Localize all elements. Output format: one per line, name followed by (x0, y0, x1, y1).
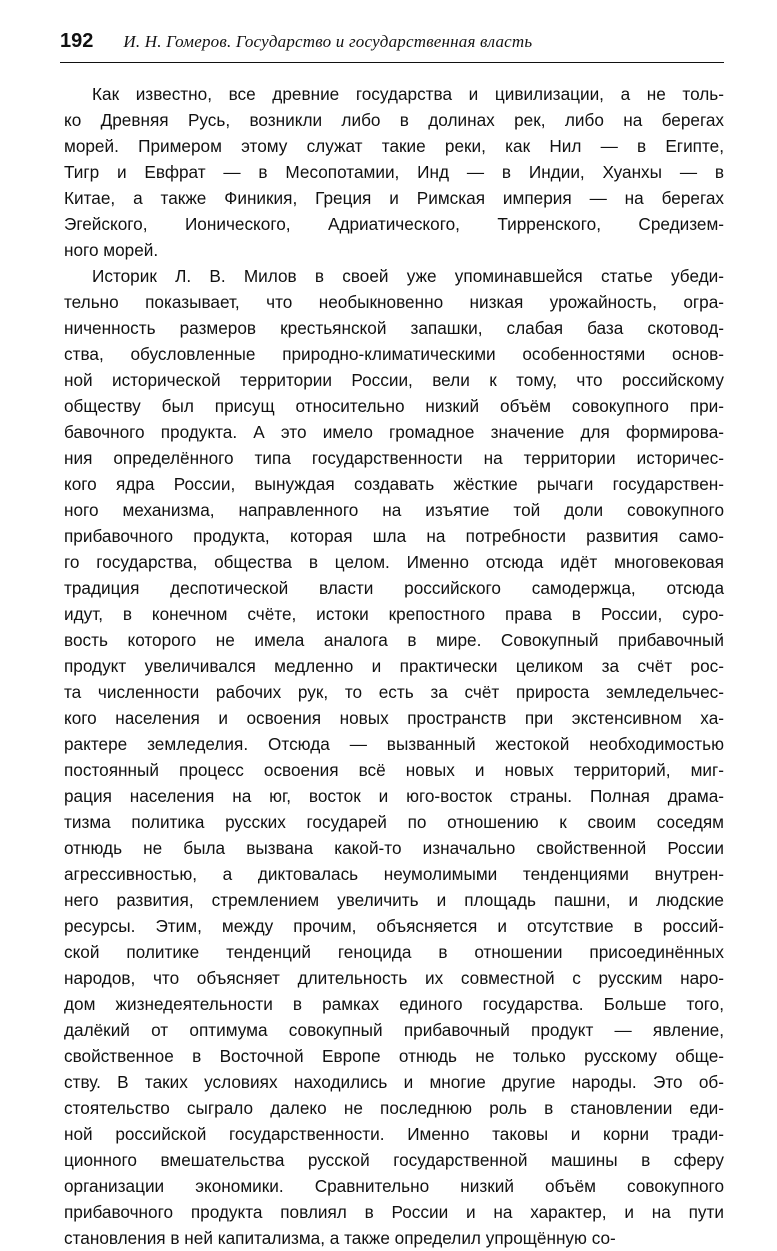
text-line: вость которого не имела аналога в мире. Совокупный прибавочный (64, 630, 724, 650)
text-line: кого ядра России, вынуждая создавать жёсткие рычаги государствен- (64, 474, 724, 494)
running-title: И. Н. Гомеров. Государство и государственная власть (123, 32, 533, 51)
page-number: 192 (60, 30, 94, 52)
text-line: тельно показывает, что необыкновенно низкая урожайность, огра- (64, 292, 724, 312)
text-line: ной исторической территории России, вели к тому, что российскому (64, 370, 724, 390)
text-line: Эгейского, Ионического, Адриатического, Тирренского, Средизем- (64, 214, 724, 234)
text-line: Тигр и Евфрат — в Месопотамии, Инд — в Индии, Хуанхы — в (64, 162, 724, 182)
paragraph (60, 81, 724, 263)
text-line: Как известно, все древние государства и цивилизации, а не толь- (92, 84, 724, 104)
text-line: продукт увеличивался медленно и практически целиком за счёт рос- (64, 656, 724, 676)
text-line: идут, в конечном счёте, истоки крепостного права в России, суро- (64, 604, 724, 624)
text-line: постоянный процесс освоения всё новых и новых территорий, миг- (64, 760, 724, 780)
text-line: ко Древняя Русь, возникли либо в долинах рек, либо на берегах (64, 110, 724, 130)
text-line: стоятельство сыграло далеко не последнюю роль в становлении еди- (64, 1098, 724, 1118)
text-line: прибавочного продукта, которая шла на потребности развития само- (64, 526, 724, 546)
text-line: рация населения на юг, восток и юго-восток страны. Полная драма- (64, 786, 724, 806)
paragraph (60, 263, 724, 1251)
text-line: организации экономики. Сравнительно низкий объём совокупного (64, 1176, 724, 1196)
text-line: та численности рабочих рук, то есть за счёт прироста земледельчес- (64, 682, 724, 702)
text-line: традиция деспотической власти российского самодержца, отсюда (64, 578, 724, 598)
text-line: ного механизма, направленного на изъятие той доли совокупного (64, 500, 724, 520)
text-line: ресурсы. Этим, между прочим, объясняется и отсутствие в россий- (64, 916, 724, 936)
text-line: го государства, общества в целом. Именно отсюда идёт многовековая (64, 552, 724, 572)
text-line: бавочного продукта. А это имело громадное значение для формирова- (64, 422, 724, 442)
text-line: ниченность размеров крестьянской запашки, слабая база скотовод- (64, 318, 724, 338)
text-line: свойственное в Восточной Европе отнюдь не только русскому обще- (64, 1046, 724, 1066)
text-line: ционного вмешательства русской государственной машины в сферу (64, 1150, 724, 1170)
text-line: обществу был присущ относительно низкий объём совокупного при- (64, 396, 724, 416)
text-line: тизма политика русских государей по отношению к своим соседям (64, 812, 724, 832)
text-line: ного морей. (64, 240, 159, 260)
text-line: дом жизнедеятельности в рамках единого государства. Больше того, (64, 994, 724, 1014)
text-line: кого населения и освоения новых пространств при экстенсивном ха- (64, 708, 724, 728)
text-line: ства, обусловленные природно-климатическими особенностями основ- (64, 344, 724, 364)
text-line: ству. В таких условиях находились и многие другие народы. Это об- (64, 1072, 724, 1092)
running-head (60, 30, 724, 63)
text-line: народов, что объясняет длительность их совместной с русским наро- (64, 968, 724, 988)
text-line: Китае, а также Финикия, Греция и Римская империя — на берегах (64, 188, 724, 208)
text-line: отнюдь не была вызвана какой-то изначально свойственной России (64, 838, 724, 858)
text-line: него развития, стремлением увеличить и площадь пашни, и людские (64, 890, 724, 910)
text-line: рактере земледелия. Отсюда — вызванный жестокой необходимостью (64, 734, 724, 754)
text-line: Историк Л. В. Милов в своей уже упоминавшейся статье убеди- (92, 266, 724, 286)
text-line: ской политике тенденций геноцида в отношении присоединённых (64, 942, 724, 962)
text-line: агрессивностью, а диктовалась неумолимыми тенденциями внутрен- (64, 864, 724, 884)
book-page (60, 30, 724, 1248)
text-line: ной российской государственности. Именно таковы и корни тради- (64, 1124, 724, 1144)
text-line: становления в ней капитализма, а также определил упрощённую со- (64, 1228, 616, 1248)
text-line: ния определённого типа государственности на территории историчес- (64, 448, 724, 468)
text-line: морей. Примером этому служат такие реки, как Нил — в Египте, (64, 136, 724, 156)
text-line: прибавочного продукта повлиял в России и на характер, и на пути (64, 1202, 724, 1222)
text-line: далёкий от оптимума совокупный прибавочный продукт — явление, (64, 1020, 724, 1040)
body-text (60, 81, 724, 1251)
